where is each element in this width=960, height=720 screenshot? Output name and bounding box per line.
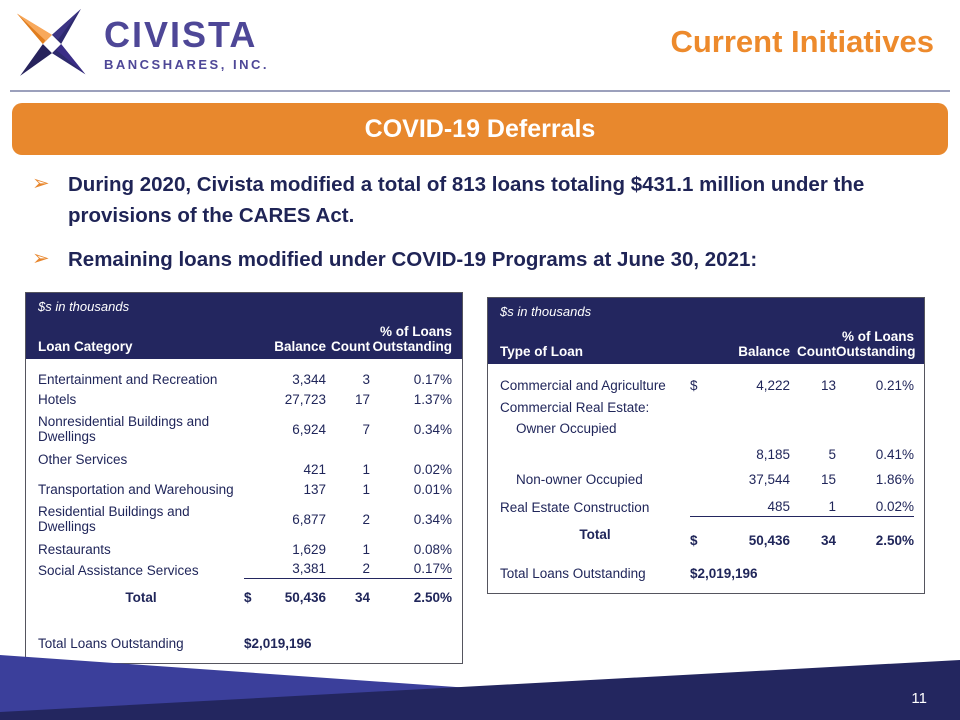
column-header-label: Type of Loan: [500, 344, 583, 359]
table-row: Hotels 27,723 17 1.37%: [38, 391, 452, 407]
table-row: Real Estate Construction 485 1 0.02%: [500, 498, 914, 515]
table-header: [488, 298, 924, 364]
table-row: Commercial Real Estate:: [500, 399, 650, 415]
column-header-label: Loan Category: [38, 339, 133, 354]
bullet-text: During 2020, Civista modified a total of 813 loans totaling $431.1 million under the provisions of the CARES Act.: [68, 173, 865, 227]
bullet-text: Remaining loans modified under COVID-19 Programs at June 30, 2021:: [68, 248, 758, 271]
table-row: Social Assistance Services 3,381 2 0.17%: [38, 561, 452, 578]
type-of-loan-table: [487, 297, 925, 594]
table-total-row: Total $ 50,436 34 2.50%: [579, 527, 914, 548]
column-headers: [38, 324, 452, 354]
column-header-pct: % of Loans Outstanding: [836, 329, 916, 359]
table-row: Non-owner Occupied 37,544 15 1.86%: [516, 471, 914, 487]
section-banner: [12, 103, 948, 155]
section-banner-label: COVID-19 Deferrals: [364, 114, 596, 143]
table-row: Restaurants 1,629 1 0.08%: [38, 541, 452, 557]
loan-category-table: [25, 292, 463, 664]
table-footer-row: Total Loans Outstanding $2,019,196: [38, 636, 312, 651]
table-footer-row: Total Loans Outstanding $2,019,196: [500, 566, 758, 581]
brand-subtitle: BANCSHARES, INC.: [104, 56, 269, 72]
table-body: [26, 359, 462, 663]
currency-sign: $: [244, 589, 252, 605]
brand-name: CIVISTA: [104, 13, 258, 55]
table-row: Other Services 421 1 0.02%: [38, 452, 452, 477]
column-header-pct: % of Loans Outstanding: [372, 324, 452, 354]
bullet-list: [32, 169, 924, 288]
civista-logo: [10, 6, 269, 82]
table-total-row: Total $ 50,436 34 2.50%: [125, 589, 452, 605]
table-row: Entertainment and Recreation 3,344 3 0.17%: [38, 371, 452, 387]
column-header-count: Count: [331, 339, 370, 354]
bullet-item: [32, 244, 924, 275]
footer-decoration: [0, 650, 960, 720]
table-row: Nonresidential Buildings and Dwellings 6,924 7 0.34%: [38, 414, 452, 444]
arrow-bullet-icon: ➢: [32, 247, 50, 270]
currency-sign: $: [690, 377, 698, 393]
table-row: Transportation and Warehousing 137 1 0.01%: [38, 481, 452, 497]
slide-title: Current Initiatives: [670, 24, 934, 59]
table-row: Owner Occupied 8,185 5 0.41%: [516, 421, 914, 462]
column-header-balance: Balance: [738, 344, 790, 359]
header: [0, 0, 960, 90]
currency-sign: $: [690, 533, 698, 548]
tables-section: [25, 292, 925, 664]
units-note: $s in thousands: [38, 299, 130, 314]
logo-text: [104, 13, 269, 72]
units-note: $s in thousands: [500, 304, 592, 319]
column-header-count: Count: [797, 344, 836, 359]
header-divider: [10, 90, 950, 92]
page-number: 11: [911, 690, 927, 707]
table-row: Residential Buildings and Dwellings 6,877 2 0.34%: [38, 504, 452, 534]
arrow-bullet-icon: ➢: [32, 172, 50, 195]
civista-star-icon: [10, 6, 94, 82]
table-row: Commercial and Agriculture $ 4,222 13 0.21%: [500, 377, 914, 393]
column-headers: [500, 329, 914, 359]
bullet-item: [32, 169, 924, 231]
column-header-balance: Balance: [274, 339, 326, 354]
table-body: [488, 364, 924, 593]
table-header: [26, 293, 462, 359]
